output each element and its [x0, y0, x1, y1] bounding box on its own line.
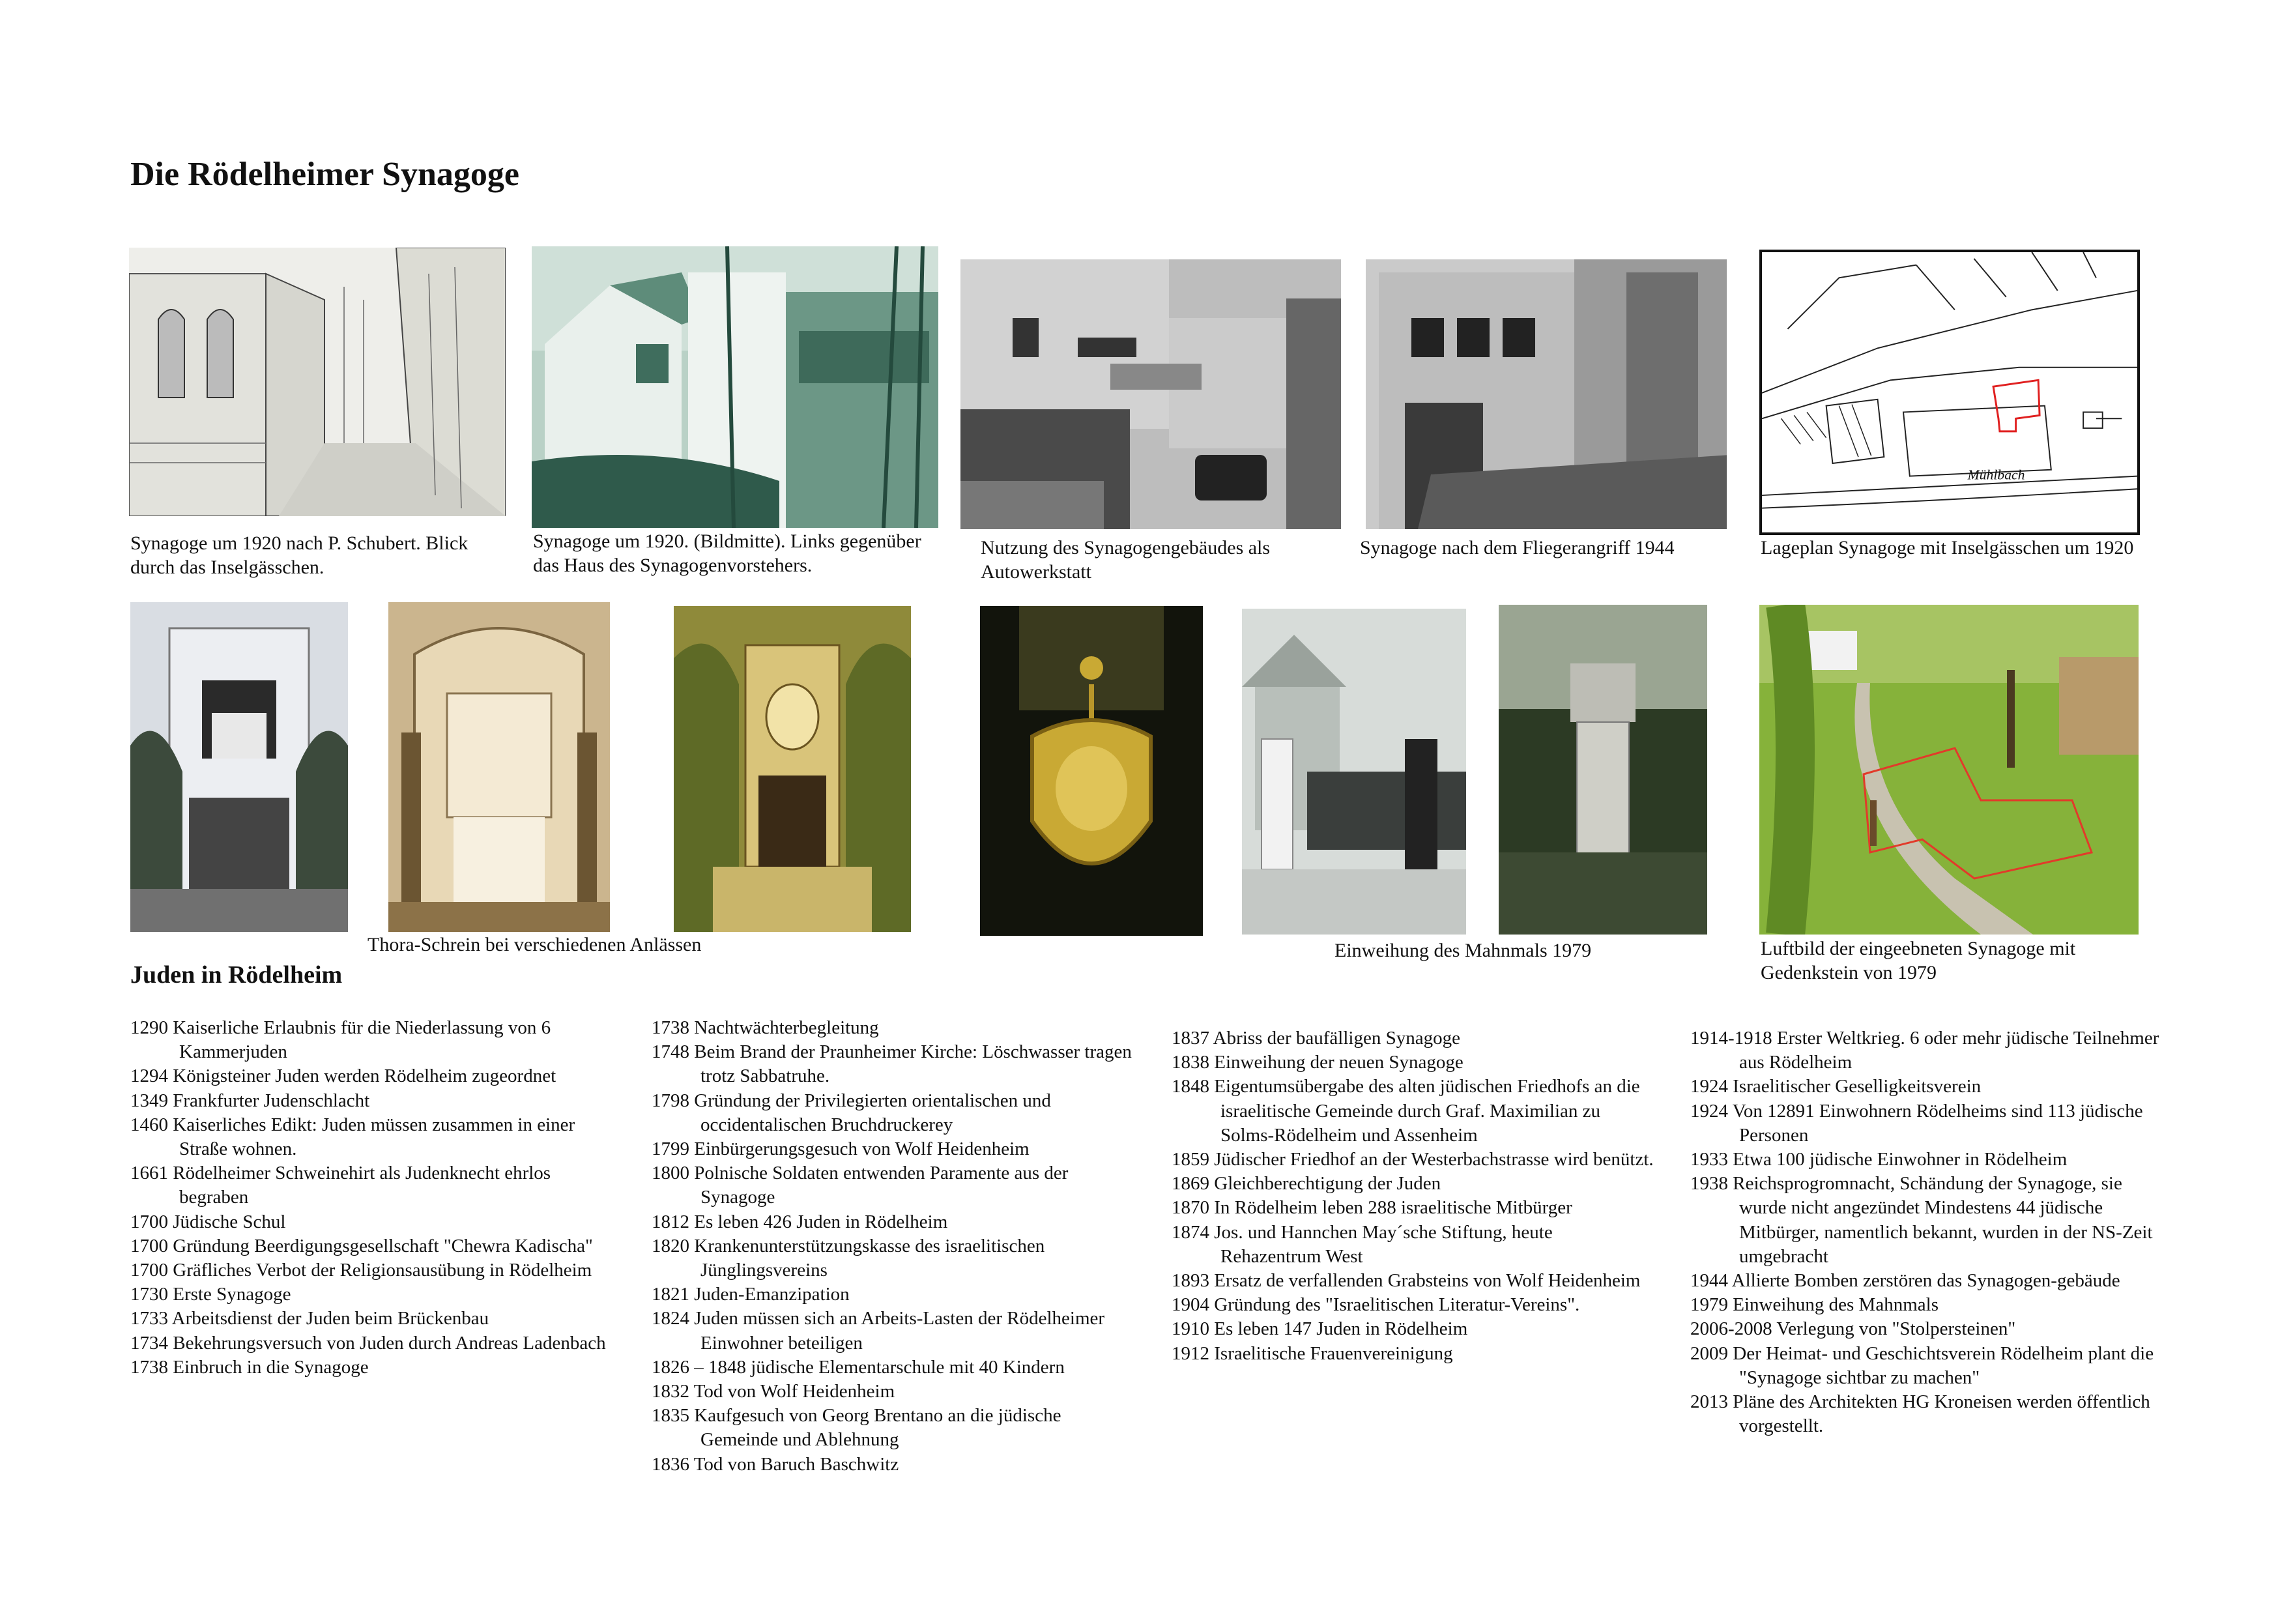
section-heading-juden: Juden in Rödelheim — [130, 961, 343, 989]
caption-sketch: Synagoge um 1920 nach P. Schubert. Blick durch das Inselgässchen. — [130, 532, 469, 578]
timeline-entry: 1349 Frankfurter Judenschlacht — [130, 1090, 370, 1111]
timeline-entry: 1826 – 1848 jüdische Elementarschule mit 40 Kindern — [652, 1356, 1065, 1378]
timeline-entry: 1869 Gleichberechtigung der Juden — [1172, 1173, 1441, 1195]
timeline-entry: 1738 Einbruch in die Synagoge — [130, 1356, 369, 1378]
timeline-entry: 1294 Königsteiner Juden werden Rödelheim zugeordnet — [130, 1066, 556, 1087]
timeline-column-2 — [652, 1016, 1134, 1477]
timeline-entry: 2006-2008 Verlegung von "Stolpersteinen" — [1690, 1318, 2016, 1340]
timeline-entry: 1799 Einbürgerungsgesuch von Wolf Heidenheim — [652, 1138, 1030, 1160]
timeline-column-4 — [1690, 1026, 2172, 1438]
caption-synagoge-1920: Synagoge um 1920. (Bildmitte). Links gegenüber das Haus des Synagogenvorstehers. — [533, 530, 921, 576]
timeline-entry: 1924 Von 12891 Einwohnern Rödelheims sind 113 jüdische Personen — [1690, 1100, 2143, 1146]
timeline-entry: 1938 Reichsprogromnacht, Schändung der Synagoge, sie wurde nicht angezündet Mindestens 44 jüdische Mitbürger, namentlich bekannt, wurden in der NS-Zeit umgebracht — [1690, 1173, 2153, 1267]
photo-thora-schrein-1 — [130, 602, 348, 932]
timeline-entry: 1700 Gräfliches Verbot der Religionsausübung in Rödelheim — [130, 1260, 592, 1281]
timeline-entry: 1700 Jüdische Schul — [130, 1211, 286, 1232]
photo-gold-emblem — [980, 606, 1203, 936]
timeline-entry: 1460 Kaiserliches Edikt: Juden müssen zusammen in einer Straße wohnen. — [130, 1114, 575, 1160]
timeline-entry: 1800 Polnische Soldaten entwenden Paramente aus der Synagoge — [652, 1163, 1069, 1208]
timeline-entry: 1912 Israelitische Frauenvereinigung — [1172, 1342, 1453, 1364]
timeline-entry: 1893 Ersatz de verfallenden Grabsteins von Wolf Heidenheim — [1172, 1270, 1641, 1292]
timeline-entry: 1700 Gründung Beerdigungsgesellschaft "Chewra Kadischa" — [130, 1235, 593, 1256]
timeline-entry: 1874 Jos. und Hannchen May´sche Stiftung, heute Rehazentrum West — [1172, 1221, 1553, 1267]
timeline-entry: 1738 Nachtwächterbegleitung — [652, 1017, 879, 1038]
timeline-entry: 1870 In Rödelheim leben 288 israelitische Mitbürger — [1172, 1197, 1572, 1219]
timeline-entry: 1933 Etwa 100 jüdische Einwohner in Rödelheim — [1690, 1149, 2068, 1170]
timeline-entry: 1979 Einweihung des Mahnmals — [1690, 1294, 1939, 1316]
timeline-entry: 2009 Der Heimat- und Geschichtsverein Rödelheim plant die "Synagoge sichtbar zu machen" — [1690, 1342, 2154, 1388]
timeline-entry: 1798 Gründung der Privilegierten orientalischen und occidentalischen Bruchdruckerey — [652, 1090, 1051, 1135]
timeline-entry: 1910 Es leben 147 Juden in Rödelheim — [1172, 1318, 1468, 1340]
timeline-entry: 1837 Abriss der baufälligen Synagoge — [1172, 1028, 1460, 1049]
page-title: Die Rödelheimer Synagoge — [130, 156, 519, 193]
timeline-entry: 1924 Israelitischer Geselligkeitsverein — [1690, 1076, 1982, 1097]
timeline-entry: 1904 Gründung des "Israelitischen Literatur-Vereins". — [1172, 1294, 1580, 1316]
timeline-entry: 1661 Rödelheimer Schweinehirt als Judenknecht ehrlos begraben — [130, 1163, 551, 1208]
timeline-entry: 2013 Pläne des Architekten HG Kroneisen werden öffentlich vorgestellt. — [1690, 1391, 2150, 1437]
photo-luftbild — [1759, 605, 2139, 935]
timeline-entry: 1944 Allierte Bomben zerstören das Synagogen-gebäude — [1690, 1270, 2120, 1292]
photo-autowerkstatt — [960, 259, 1341, 529]
timeline-entry: 1730 Erste Synagoge — [130, 1284, 291, 1305]
caption-fliegerangriff: Synagoge nach dem Fliegerangriff 1944 — [1360, 537, 1675, 558]
timeline-entry: 1848 Eigentumsübergabe des alten jüdischen Friedhofs an die israelitische Gemeinde durch Graf. Maximilian zu Solms-Rödelheim und Assenheim — [1172, 1076, 1640, 1146]
map-muehlbach-label: Mühlbach — [1967, 467, 2025, 483]
photo-thora-schrein-3 — [674, 606, 911, 932]
timeline-entry: 1821 Juden-Emanzipation — [652, 1284, 850, 1305]
photo-sketch-inselgaesschen — [129, 248, 506, 516]
caption-thora-schrein: Thora-Schrein bei verschiedenen Anlässen — [368, 934, 702, 955]
timeline-entry: 1838 Einweihung der neuen Synagoge — [1172, 1052, 1463, 1073]
timeline-entry: 1290 Kaiserliche Erlaubnis für die Niederlassung von 6 Kammerjuden — [130, 1017, 551, 1063]
timeline-entry: 1914-1918 Erster Weltkrieg. 6 oder mehr jüdische Teilnehmer aus Rödelheim — [1690, 1028, 2159, 1073]
caption-lageplan: Lageplan Synagoge mit Inselgässchen um 1920 — [1761, 537, 2134, 558]
timeline-entry: 1832 Tod von Wolf Heidenheim — [652, 1381, 895, 1402]
photo-synagoge-1920 — [532, 246, 938, 528]
timeline-entry: 1748 Beim Brand der Praunheimer Kirche: Löschwasser tragen trotz Sabbatruhe. — [652, 1041, 1132, 1087]
timeline-entry: 1734 Bekehrungsversuch von Juden durch Andreas Ladenbach — [130, 1332, 606, 1354]
photo-einweihung-mahnmal-1 — [1242, 609, 1466, 935]
timeline-entry: 1836 Tod von Baruch Baschwitz — [652, 1453, 899, 1475]
caption-luftbild: Luftbild der eingeebneten Synagoge mit Gedenkstein von 1979 — [1761, 938, 2076, 983]
photo-einweihung-mahnmal-2 — [1499, 605, 1707, 935]
timeline-entry: 1859 Jüdischer Friedhof an der Westerbachstrasse wird benützt. — [1172, 1149, 1654, 1170]
caption-einweihung: Einweihung des Mahnmals 1979 — [1334, 940, 1592, 961]
photo-thora-schrein-2 — [388, 602, 610, 932]
timeline-entry: 1824 Juden müssen sich an Arbeits-Lasten der Rödelheimer Einwohner beteiligen — [652, 1308, 1105, 1354]
timeline-entry: 1812 Es leben 426 Juden in Rödelheim — [652, 1211, 948, 1232]
photo-nach-fliegerangriff-1944 — [1366, 259, 1727, 529]
timeline-entry: 1820 Krankenunterstützungskasse des israelitischen Jünglingsvereins — [652, 1235, 1045, 1281]
timeline-column-3 — [1172, 1026, 1654, 1366]
timeline-column-1 — [130, 1016, 613, 1380]
timeline-entry: 1835 Kaufgesuch von Georg Brentano an die jüdische Gemeinde und Ablehnung — [652, 1405, 1061, 1451]
timeline-entry: 1733 Arbeitsdienst der Juden beim Brückenbau — [130, 1308, 489, 1329]
caption-autowerkstatt: Nutzung des Synagogengebäudes als Autowerkstatt — [981, 537, 1271, 583]
map-lageplan-1920 — [1759, 250, 2140, 535]
